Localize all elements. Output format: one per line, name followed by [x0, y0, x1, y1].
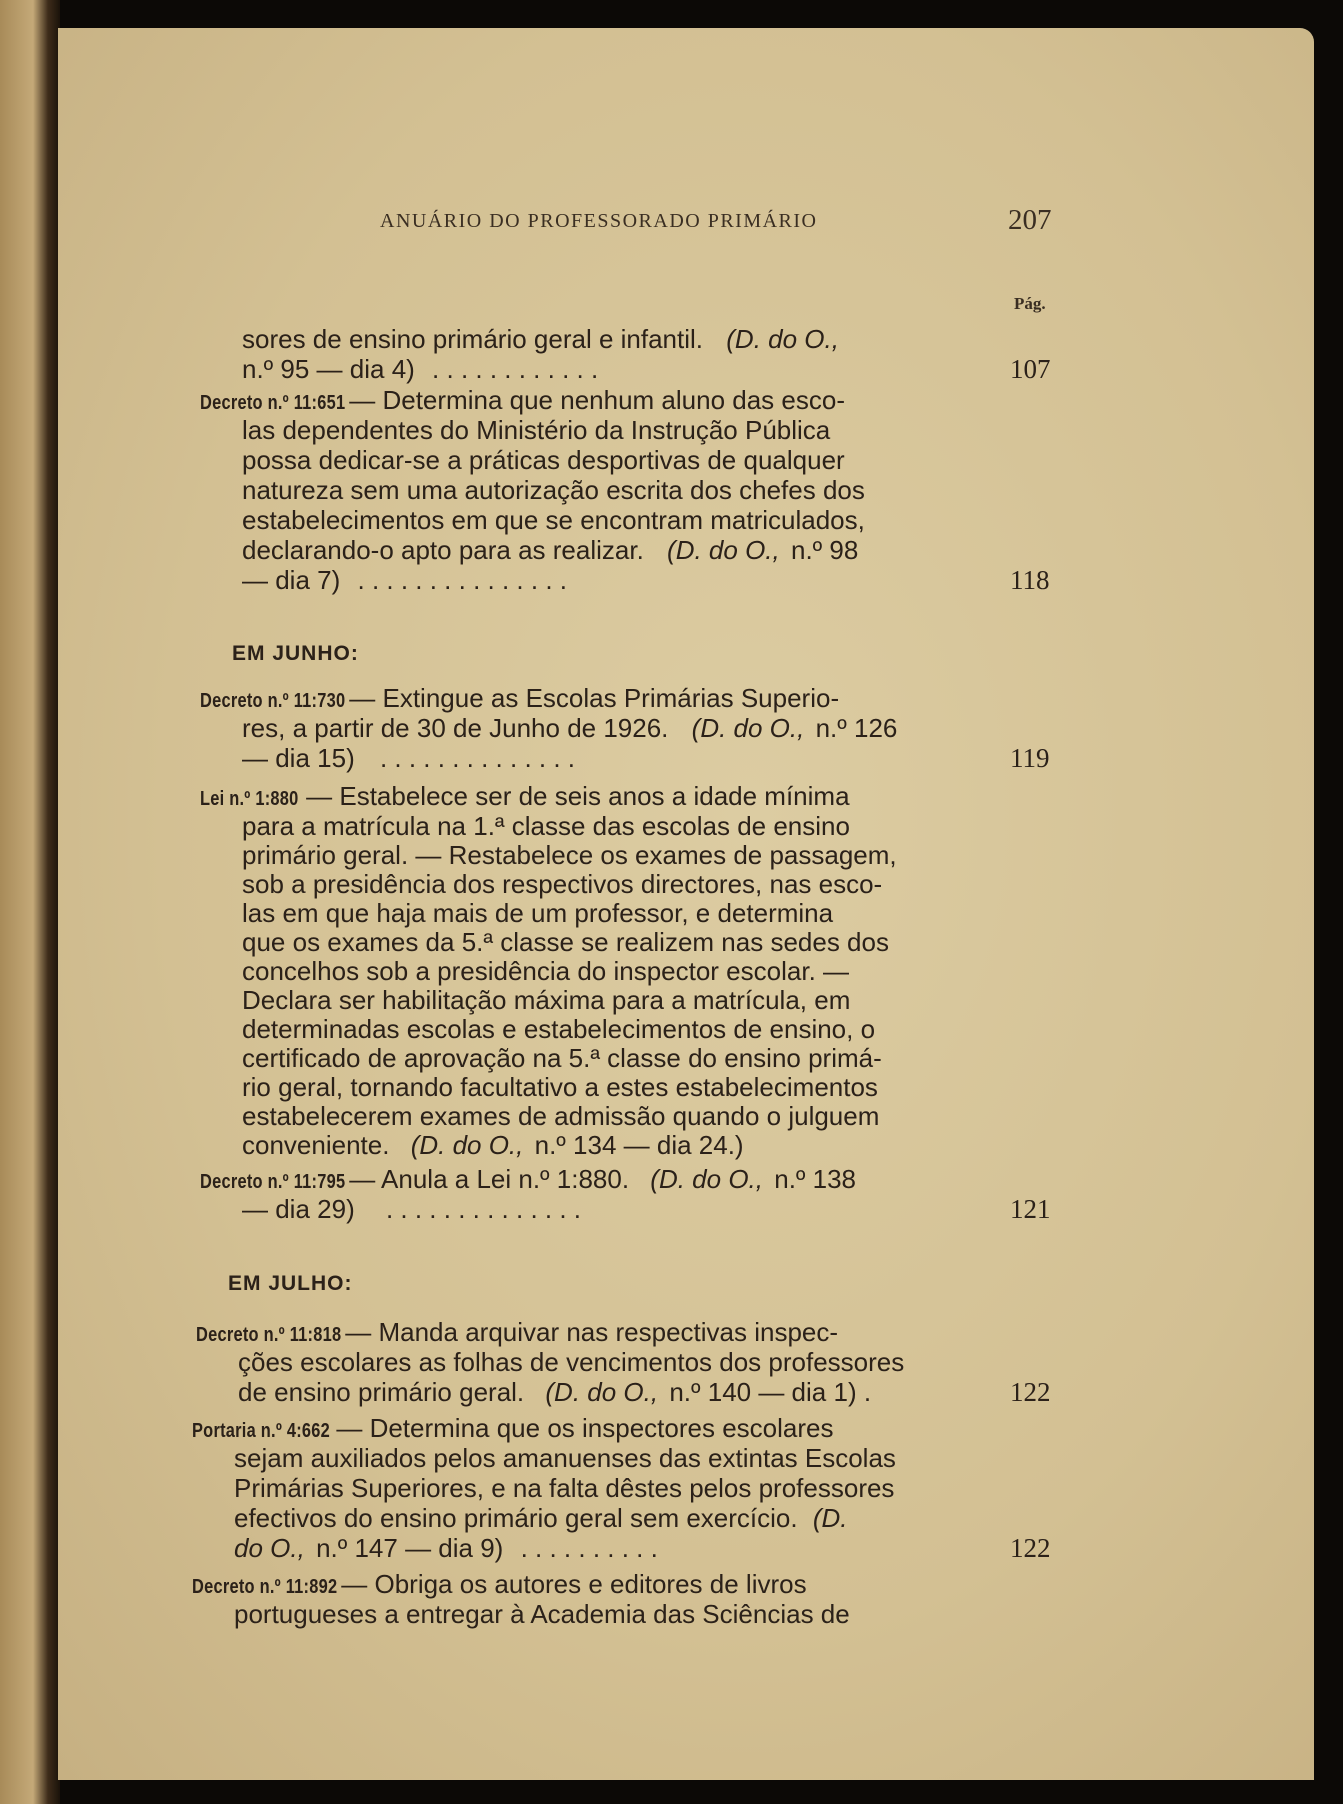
entry-label: Decreto n.º 11:892	[192, 1576, 338, 1598]
entry-page-ref: 118	[1010, 565, 1050, 595]
entry-label: Decreto n.º 11:730	[200, 690, 346, 712]
entry-page-ref: 107	[1010, 354, 1051, 384]
entry-page-ref: 122	[1010, 1377, 1051, 1407]
entry-label: Decreto n.º 11:651	[200, 392, 346, 414]
entry-label: Decreto n.º 11:818	[196, 1324, 342, 1346]
entry-label: Decreto n.º 11:795	[200, 1171, 346, 1193]
section-title-june: EM JUNHO:	[232, 642, 359, 665]
pag-column-label: Pág.	[1014, 294, 1046, 313]
entry-page-ref: 121	[1010, 1194, 1051, 1224]
entry-label: Portaria n.º 4:662	[192, 1420, 331, 1442]
page-number: 207	[1008, 204, 1052, 236]
book-page: ANUÁRIO DO PROFESSORADO PRIMÁRIO 207 Pág. sores de ensino primário geral e infantil. (D. do O., n.º 95 — dia 4) . . . . . . . . . . . . 107 Decreto n.º 11:651 — Determina que nenhum aluno das esco- las dependentes do Ministério da Instrução Pública possa dedicar-se a práticas desportivas de qualquer natureza sem uma autorização escrita dos chefes dos estabelecimentos em que se encontram matriculados, declarando-o apto para as realizar. (D. do O., n.º 98 — dia 7) . . . . . . . . . . . . . . . 118 EM JUNHO: Decreto n.º 11:730 — Extingue as Escolas Primárias Superio- res, a partir de 30 de Junho de 1926. (D. do O., n.º 126 — dia 15) . . . . . . . . . . . . . . 119 Lei n.º 1:880 — Estabelece ser de seis anos a idade mínima para a matrícula na 1.ª classe das escolas de ensino primário geral. — Restabelece os exames de passagem, sob a presidência dos respectivos directores, nas esco- las em que haja mais de um professor, e determina que os exames da 5.ª classe se realizem nas sedes dos concelhos sob a presidência do inspector escolar. — Declara ser habilitação máxima para a matrícula, em determinadas escolas e estabelecimentos de ensino, o certificado de aprovação na 5.ª classe do ensino primá- rio geral, tornando facultativo a estes estabelecimentos estabelecerem exames de admissão quando o julguem conveniente. (D. do O., n.º 134 — dia 24.) Decreto n.º 11:795 — Anula a Lei n.º 1:880. (D. do O., n.º 138 — dia 29) . . . . . . . . . . . . . . 121 EM JULHO: Decreto n.º 11:818 — Manda arquivar nas respectivas inspec- ções escolares as folhas de vencimentos dos professores de ensino primário geral. (D. do O., n.º 140 — dia 1) . 122 Portaria n.º 4:662 — Determina que os inspectores escolares sejam auxiliados pelos amanuenses das extintas Escolas Primárias Superiores, e na falta dêstes pelos professores efectivos do ensino primário geral sem exercício. (D. do O., n.º 147 — dia 9) . . . . . . . . . . 122 Decreto n.º 11:892 — Obriga os autores e editores de livros portugueses a entregar à Academia das Sciências de	[58, 28, 1314, 1780]
entry-label: Lei n.º 1:880	[200, 788, 299, 810]
running-head: ANUÁRIO DO PROFESSORADO PRIMÁRIO	[380, 210, 818, 232]
section-title-july: EM JULHO:	[228, 1272, 353, 1295]
book-spine	[0, 0, 60, 1804]
entry-page-ref: 119	[1010, 743, 1050, 773]
entry-page-ref: 122	[1010, 1533, 1051, 1563]
